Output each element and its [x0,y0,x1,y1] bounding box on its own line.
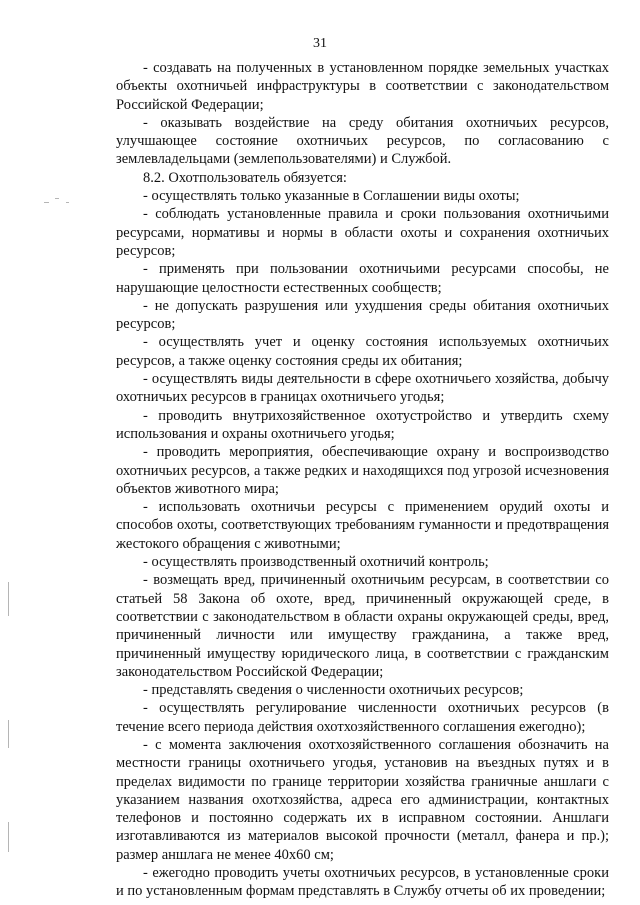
scan-artifact-mark [8,822,9,852]
paragraph: - проводить внутрихозяйственное охотустройство и утвердить схему использования и охраны охотничьего угодья; [116,407,609,442]
paragraph: - оказывать воздействие на среду обитания охотничьих ресурсов, улучшающее состояние охотничьих ресурсов, по согласованию с землевладельцами (землепользователями) и Службой. [116,114,609,168]
paragraph: - с момента заключения охотхозяйственного соглашения обозначить на местности границы охотничьего угодья, установив на въездных путях и в пределах видимости по границе территории хозяйства граничные аншлаги с указанием названия охотхозяйства, адреса его администрации, контактных телефонов и постоянно содержать их в исправном состоянии. Аншлаги изготавливаются из материалов высокой прочности (металл, фанера и пр.); размер аншлага не менее 40х60 см; [116,736,609,863]
paragraph: - осуществлять виды деятельности в сфере охотничьего хозяйства, добычу охотничьих ресурсов в границах охотничьего угодья; [116,371,609,406]
paragraph: - создавать на полученных в установленном порядке земельных участках объекты охотничьей инфраструктуры в соответствии с законодательством Российской Федерации; [116,60,609,113]
scan-artifact-mark [8,720,9,748]
body-text [116,59,609,901]
paragraph: - использовать охотничьи ресурсы с применением орудий охоты и способов охоты, соответствующих требованиям гуманности и предотвращения жестокого обращения с животными; [116,499,609,552]
paragraph: - ежегодно проводить учеты охотничьих ресурсов, в установленные сроки и по установленным формам представлять в Службу отчеты об их проведении; [116,865,609,900]
paragraph: - возмещать вред, причиненный охотничьим ресурсам, в соответствии со статьей 58 Закона об охоте, вред, причиненный окружающей среде, в соответствии с законодательством в области охраны окружающей среды, вред, причиненный личности или имуществу гражданина, а также вред, причиненный имуществу юридического лица, в соответствии с гражданским законодательством Российской Федерации; [116,572,609,680]
paragraph: - не допускать разрушения или ухудшения среды обитания охотничьих ресурсов; [116,297,609,333]
paragraph: - осуществлять только указанные в Соглашении виды охоты; [143,188,520,205]
scan-artifact-mark [66,202,69,203]
section-heading: 8.2. Охотпользователь обязуется: [143,169,347,186]
paragraph: - представлять сведения о численности охотничьих ресурсов; [143,682,524,699]
paragraph: - осуществлять учет и оценку состояния используемых охотничьих ресурсов, а также оценку состояния среды их обитания; [116,334,609,369]
scan-artifact-mark [44,202,49,203]
scan-artifact-mark [55,198,59,199]
paragraph: - проводить мероприятия, обеспечивающие охрану и воспроизводство охотничьих ресурсов, а также редких и находящихся под угрозой исчезновения объектов животного мира; [116,444,609,497]
paragraph: - соблюдать установленные правила и сроки пользования охотничьими ресурсами, нормативы и нормы в области охоты и сохранения охотничьих ресурсов; [116,206,609,259]
paragraph: - осуществлять производственный охотничий контроль; [143,554,489,571]
paragraph: - применять при пользовании охотничьими ресурсами способы, не нарушающие целостности естественных сообществ; [116,261,609,296]
page-number: 31 [313,36,327,51]
paragraph: - осуществлять регулирование численности охотничьих ресурсов (в течение всего периода действия охотхозяйственного соглашения ежегодно); [116,700,609,735]
scan-artifact-mark [8,582,9,616]
